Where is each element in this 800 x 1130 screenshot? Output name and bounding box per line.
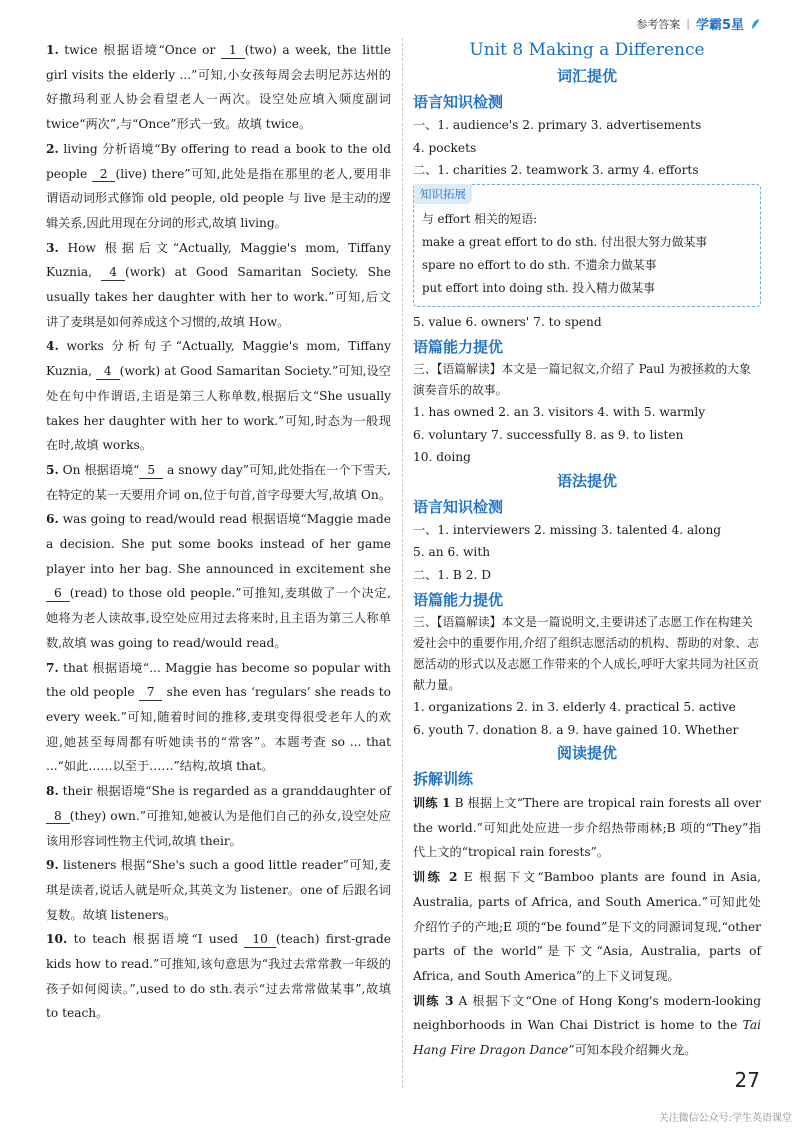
explanation-text: How 根据后文“Actually, Maggie's mom, Tiffany Kuznia, bbox=[46, 240, 391, 280]
grammar-answer-line: 一、1. interviewers 2. missing 3. talented 4. along bbox=[413, 522, 722, 537]
training-item bbox=[413, 865, 761, 989]
header-label: 参考答案 bbox=[636, 17, 681, 31]
explanation-text: (teach) first-grade kids how to read.”可推知,该句意思为“我过去常常教一年级的孩子如何阅读。”,used to do sth.表示“过去常常做某事”,故填 to teach。 bbox=[46, 932, 391, 1021]
answer-explanation bbox=[46, 507, 391, 655]
blank-number: 5 bbox=[139, 463, 163, 479]
answer-explanation bbox=[46, 656, 391, 780]
answer-number: 4. bbox=[46, 339, 59, 354]
answer-number: 2. bbox=[46, 141, 59, 156]
blank-number: 4 bbox=[101, 265, 125, 281]
blank-number: 2 bbox=[92, 167, 116, 183]
explanation-text: (two) a week, the little girl visits the elderly ...”可知,小女孩每周会去明尼苏达州的好撒玛利亚人协会看望老人一两次。设空处应填入频度副词twice“两次”,与“Once”形式一致。故填 twice。 bbox=[46, 43, 391, 132]
explanation-text: On 根据语境“ bbox=[58, 462, 140, 477]
grammar-ability-answer: 6. youth 7. donation 8. a 9. have gained 10. Whether bbox=[413, 722, 739, 737]
blank-number: 1 bbox=[221, 43, 245, 59]
footer-note: 关注微信公众号:学生英语课堂 bbox=[658, 1113, 792, 1124]
knowledge-box-tag: 知识拓展 bbox=[414, 184, 472, 204]
brand-name: 学霸5星 bbox=[695, 18, 744, 33]
explanation-text: listeners 根据“She's such a good little reader”可知,麦琪是读者,说话人就是听众,其英文为 listener。one of 后跟名词复数。故填 listeners。 bbox=[46, 858, 391, 922]
explanation-text: (live) there”可知,此处是指在那里的老人,要用非谓语动词形式修饰 old people, old people 与 live 是主动的逻辑关系,因此用现在分词的形式,故填 living。 bbox=[46, 166, 391, 230]
training-text: B 根据上文“There are tropical rain forests all over the world.”可知此处应进一步介绍热带雨林;B 项的“They”指代上文的“tropical rain forests”。 bbox=[413, 796, 761, 860]
explanation-text: (they) own.”可推知,她被认为是他们自己的孙女,设空处应该用形容词性物主代词,故填 their。 bbox=[46, 808, 391, 848]
grammar-check-title: 语言知识检测 bbox=[413, 497, 504, 516]
answer-explanation bbox=[46, 779, 391, 853]
explanation-text: was going to read/would read 根据语境“Maggie made a decision. She put some books instead of her game player into her bag. She announced in excitement she bbox=[46, 512, 391, 576]
unit-title: Unit 8 Making a Difference bbox=[469, 40, 705, 60]
grammar-answer-line: 5. an 6. with bbox=[413, 545, 491, 559]
training-text: E 根据下文“Bamboo plants are found in Asia, Australia, parts of Africa, and South America.”可知此处介绍竹子的产地;E 项的“be found”是下文的同源词复现,“other parts of the world”是下文“Asia, Australia, parts of Africa, and South America”的上下义词复现。 bbox=[413, 870, 761, 983]
vocab-ability-title: 语篇能力提优 bbox=[413, 338, 504, 356]
explanation-text: (read) to those old people.”可推知,麦琪做了一个决定,她将为老人读故事,设空处应用过去将来时,且主语为第三人称单数,故填 was going to read/would read。 bbox=[46, 586, 391, 650]
explanation-text: (work) at Good Samaritan Society. She usually takes her daughter with her to work.”可知,后文讲了麦琪是如何养成这个习惯的,故填 How。 bbox=[46, 265, 391, 329]
answer-number: 6. bbox=[46, 512, 59, 527]
answer-explanation bbox=[46, 334, 391, 458]
blank-number: 7 bbox=[139, 685, 163, 701]
knowledge-line: make a great effort to do sth. 付出很大努力做某事 bbox=[422, 234, 708, 249]
explanation-text: (work) at Good Samaritan Society.”可知,设空处在句中作谓语,主语是第三人称单数,根据后文“She usually takes her daughter with her to work.”可知,时态为一般现在时,故填 works。 bbox=[46, 364, 391, 453]
knowledge-line: 与 effort 相关的短语: bbox=[422, 211, 538, 226]
training-label: 训练 1 bbox=[413, 796, 451, 810]
explanation-text: twice 根据语境“Once or bbox=[58, 43, 221, 57]
right-column bbox=[413, 38, 761, 1063]
blank-number: 6 bbox=[46, 586, 70, 602]
vocab-ability-answer: 6. voluntary 7. successfully 8. as 9. to listen bbox=[413, 427, 684, 442]
vocab-check-title: 语言知识检测 bbox=[413, 93, 504, 111]
answer-number: 3. bbox=[46, 240, 59, 255]
blank-number: 4 bbox=[96, 364, 120, 380]
answer-number: 8. bbox=[46, 784, 59, 799]
vocab-answer-line: 5. value 6. owners' 7. to spend bbox=[413, 314, 602, 329]
vocab-answer-line: 一、1. audience's 2. primary 3. advertisements bbox=[413, 118, 702, 132]
knowledge-box bbox=[413, 184, 761, 307]
vocab-answer-line: 4. pockets bbox=[413, 140, 477, 155]
answer-explanation bbox=[46, 853, 391, 927]
blank-number: 8 bbox=[46, 809, 70, 825]
passage-analysis: 三、【语篇解读】本文是一篇说明文,主要讲述了志愿工作在构建关爱社会中的重要作用,介绍了组织志愿活动的机构、帮助的对象、志愿活动的形式以及志愿工作带来的个人成长,呼吁大家共同为社区贡献力量。 bbox=[413, 615, 759, 692]
explanation-text: a snowy day”可知,此处指在一个下雪天,在特定的某一天要用介词 on,位于句首,首字母要大写,故填 On。 bbox=[46, 462, 391, 502]
answer-explanation bbox=[46, 38, 391, 137]
column-divider bbox=[402, 38, 403, 1088]
knowledge-line: put effort into doing sth. 投入精力做某事 bbox=[422, 280, 655, 295]
header-separator: | bbox=[686, 17, 690, 30]
grammar-section-title: 语法提优 bbox=[556, 471, 617, 490]
page-number: 27 bbox=[734, 1068, 760, 1092]
grammar-ability-answer: 1. organizations 2. in 3. elderly 4. practical 5. active bbox=[413, 700, 736, 714]
answer-explanation bbox=[46, 458, 391, 507]
leaf-icon bbox=[750, 18, 760, 30]
training-label: 训练 3 bbox=[413, 993, 454, 1008]
explanation-text: their 根据语境“She is regarded as a granddaughter of bbox=[58, 784, 391, 799]
answer-explanation bbox=[46, 236, 391, 335]
training-item bbox=[413, 989, 761, 1063]
explanation-text: living 分析语境“By offering to read a book to the old people bbox=[46, 141, 391, 181]
reading-section-title: 阅读提优 bbox=[556, 744, 617, 762]
answer-explanation bbox=[46, 927, 391, 1026]
blank-number: 10 bbox=[244, 932, 276, 948]
answer-number: 1. bbox=[46, 43, 59, 57]
page-header bbox=[636, 14, 760, 33]
answer-number: 7. bbox=[46, 660, 59, 675]
explanation-text: that 根据语境“... Maggie has become so popular with the old people bbox=[46, 660, 391, 700]
explanation-text: works 分析句子“Actually, Maggie's mom, Tiffany Kuznia, bbox=[46, 339, 391, 379]
answer-explanation bbox=[46, 137, 391, 236]
vocab-answer-line: 二、1. charities 2. teamwork 3. army 4. efforts bbox=[413, 163, 699, 177]
answer-number: 10. bbox=[46, 932, 68, 947]
training-item bbox=[413, 791, 761, 865]
training-italic-text: Tai Hang Fire Dragon Dance bbox=[413, 1018, 761, 1058]
answer-number: 5. bbox=[46, 462, 59, 477]
left-column bbox=[46, 38, 391, 1026]
training-label: 训练 2 bbox=[413, 870, 458, 885]
vocab-section-title: 词汇提优 bbox=[556, 67, 617, 85]
passage-analysis: 三、【语篇解读】本文是一篇记叙文,介绍了 Paul 为被拯救的大象演奏音乐的故事。 bbox=[413, 362, 751, 397]
grammar-answer-line: 二、1. B 2. D bbox=[413, 567, 491, 582]
vocab-ability-answer: 1. has owned 2. an 3. visitors 4. with 5. warmly bbox=[413, 405, 706, 419]
training-title: 拆解训练 bbox=[413, 770, 474, 788]
explanation-text: she even has ‘regulars’ she reads to every week.”可知,随着时间的推移,麦琪变得很受老年人的欢迎,她甚至每周都有听她读书的“常客”。本题考查 so ... that ...“如此……以至于……”结构,故填 that。 bbox=[46, 685, 391, 774]
training-text: A 根据下文“One of Hong Kong's modern-looking neighborhoods in Wan Chai District is home to the bbox=[413, 993, 761, 1033]
training-text: ”可知本段介绍舞火龙。 bbox=[568, 1043, 697, 1058]
vocab-ability-answer: 10. doing bbox=[413, 450, 471, 464]
answer-number: 9. bbox=[46, 858, 59, 873]
grammar-ability-title: 语篇能力提优 bbox=[413, 591, 504, 609]
explanation-text: to teach 根据语境“I used bbox=[67, 932, 245, 947]
knowledge-line: spare no effort to do sth. 不遗余力做某事 bbox=[422, 257, 657, 272]
